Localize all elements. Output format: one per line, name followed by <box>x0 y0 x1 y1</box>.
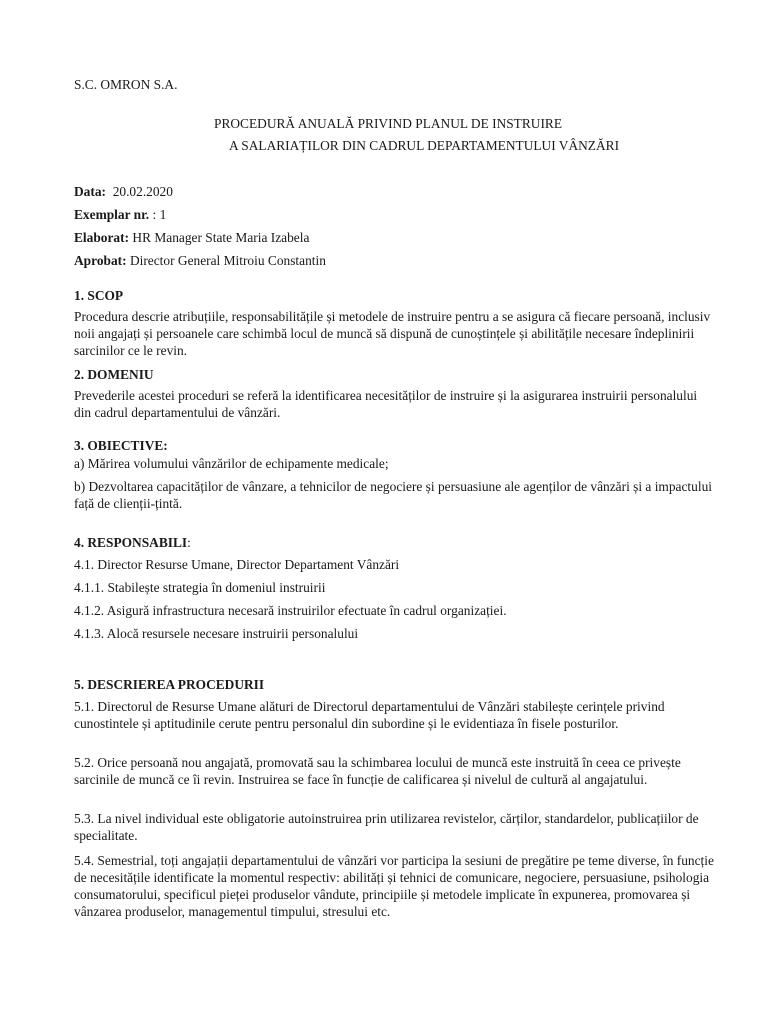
copy-label: Exemplar nr. <box>74 207 150 222</box>
procedure-5-3: 5.3. La nivel individual este obligatorie autoinstruirea prin utilizarea revistelor, cărților, standardelor, publicațiilor de specialitate. <box>74 811 699 843</box>
approved-value: Director General Mitroiu Constantin <box>129 253 326 268</box>
prepared-label: Elaborat: <box>74 230 130 245</box>
date-label: Data: <box>74 184 106 199</box>
responsible-4-1-2: 4.1.2. Asigură infrastructura necesară instruirilor efectuate în cadrul organizației. <box>74 603 507 618</box>
responsible-4-1-1: 4.1.1. Stabilește strategia în domeniul instruirii <box>74 580 326 595</box>
document-page <box>74 0 714 1024</box>
scope-heading: 1. SCOP <box>74 288 124 303</box>
responsible-4-1-3: 4.1.3. Alocă resursele necesare instruirii personalului <box>74 626 359 641</box>
objectives-heading: 3. OBIECTIVE: <box>74 438 168 453</box>
responsible-heading-line <box>74 534 191 551</box>
company-name: S.C. OMRON S.A. <box>74 77 178 92</box>
procedure-5-4: 5.4. Semestrial, toți angajații departamentului de vânzări vor participa la sesiuni de pregătire pe teme diverse, în funcție de necesitățile identificate la momentul respectiv: abilități și tehnici de comunicare, negociere, persuasiune, psihologia consumatorului, specificul pieței produselor vândute, principiile și metodele implicate în expunerea, promovarea și vânzarea produselor, managementul timpului, stresului etc. <box>74 853 714 919</box>
objective-b: b) Dezvoltarea capacităților de vânzare, a tehnicilor de negociere și persuasiune ale agenților de vânzări și a impactului față de clienții-țintă. <box>74 479 712 511</box>
meta-date <box>74 183 173 200</box>
meta-prepared <box>74 229 309 246</box>
meta-approved <box>74 252 326 269</box>
copy-value: : 1 <box>152 207 167 222</box>
procedure-5-2: 5.2. Orice persoană nou angajată, promovată sau la schimbarea locului de muncă este instruită în ceea ce privește sarcinile de muncă ce îi revin. Instruirea se face în funcție de calificarea și nivelul de cultură al angajatului. <box>74 755 681 787</box>
document-title-line-1: PROCEDURĂ ANUALĂ PRIVIND PLANUL DE INSTRUIRE <box>214 116 563 131</box>
approved-label: Aprobat: <box>74 253 127 268</box>
procedure-5-1: 5.1. Directorul de Resurse Umane alături de Directorul departamentului de Vânzări stabilește cerințele privind cunostintele și aptitudinile cerute pentru personalul din subordine și le evidentiaza în fisele posturilor. <box>74 699 665 731</box>
domain-text: Prevederile acestei proceduri se referă la identificarea necesităților de instruire și la asigurarea instruirii personalului din cadrul departamentului de vânzări. <box>74 388 698 420</box>
document-title-line-2: A SALARIAȚILOR DIN CADRUL DEPARTAMENTULUI VÂNZĂRI <box>229 138 620 153</box>
procedure-heading: 5. DESCRIEREA PROCEDURII <box>74 677 265 692</box>
meta-copy <box>74 206 166 223</box>
responsible-colon: : <box>187 535 191 550</box>
prepared-value: HR Manager State Maria Izabela <box>132 230 310 245</box>
domain-heading: 2. DOMENIU <box>74 367 154 382</box>
scope-text: Procedura descrie atribuțiile, responsabilitățile și metodele de instruire pentru a se asigura că fiecare persoană, inclusiv noii angajați și persoanele care schimbă locul de muncă să dispună de cunoștințele și abilitățile necesare îndeplinirii sarcinilor ce le revin. <box>74 309 711 358</box>
responsible-4-1: 4.1. Director Resurse Umane, Director Departament Vânzări <box>74 557 400 572</box>
date-value: 20.02.2020 <box>112 184 173 199</box>
responsible-heading: 4. RESPONSABILI <box>74 535 188 550</box>
objective-a: a) Mărirea volumului vânzărilor de echipamente medicale; <box>74 456 389 471</box>
